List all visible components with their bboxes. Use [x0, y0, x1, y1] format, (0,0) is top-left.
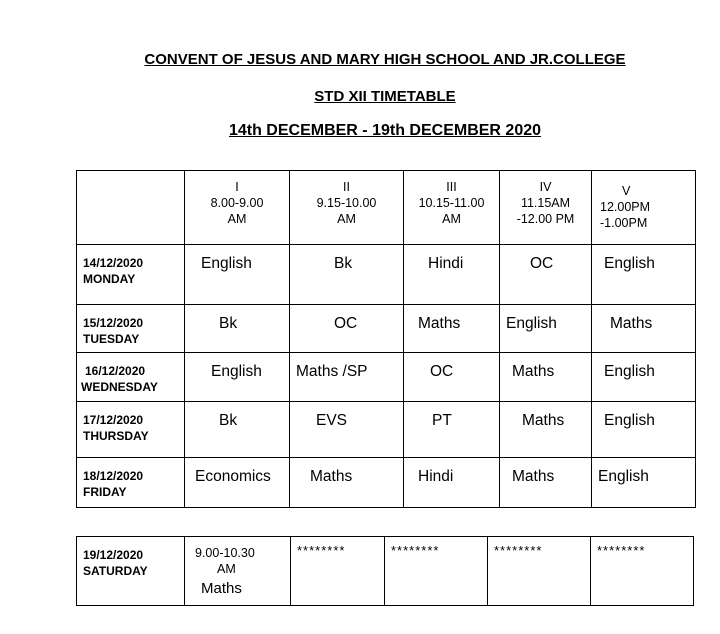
period-number: V: [622, 184, 631, 198]
period-header: [404, 171, 500, 245]
row-day: WEDNESDAY: [81, 380, 158, 394]
blank-cell: ********: [291, 537, 385, 606]
table-row: [77, 537, 694, 606]
subject-cell: Maths: [500, 402, 592, 458]
period-number: III: [446, 180, 457, 194]
date-cell: [77, 245, 185, 305]
subject-cell: Hindi: [404, 245, 500, 305]
subject-cell: Bk: [185, 305, 290, 353]
row-day: TUESDAY: [83, 332, 140, 346]
subject-cell: English: [592, 458, 696, 508]
period-time: 8.00-9.00: [210, 196, 264, 210]
period-time: 10.15-11.00: [418, 196, 485, 210]
row-day: SATURDAY: [83, 564, 148, 578]
row-day: FRIDAY: [83, 485, 127, 499]
row-date: 19/12/2020: [83, 548, 144, 562]
subject-cell: Maths: [500, 458, 592, 508]
exam-subject: Maths: [201, 580, 242, 597]
date-cell: [77, 402, 185, 458]
period-time: 9.15-10.00: [316, 196, 377, 210]
date-range: 14th DECEMBER - 19th DECEMBER 2020: [228, 122, 542, 139]
date-cell: [77, 353, 185, 402]
row-date: 16/12/2020: [85, 364, 146, 378]
school-name: CONVENT OF JESUS AND MARY HIGH SCHOOL AND JR.COLLEGE: [144, 51, 626, 68]
subject-cell: OC: [404, 353, 500, 402]
period-number: II: [343, 180, 350, 194]
blank-cell: ********: [591, 537, 694, 606]
saturday-exam-cell: [185, 537, 291, 606]
table-row: [77, 458, 696, 508]
subject-cell: Maths /SP: [290, 353, 404, 402]
saturday-table: [76, 536, 694, 606]
subject-cell: English: [592, 245, 696, 305]
period-header: [185, 171, 290, 245]
row-date: 15/12/2020: [83, 316, 144, 330]
subject-cell: Maths: [592, 305, 696, 353]
subject-cell: Maths: [500, 353, 592, 402]
table-row: [77, 353, 696, 402]
timetable-table: [76, 170, 696, 508]
period-time: -1.00PM: [600, 216, 648, 230]
table-row: [77, 402, 696, 458]
timetable-title: STD XII TIMETABLE: [314, 88, 456, 105]
period-number: I: [235, 180, 239, 194]
period-time: -12.00 PM: [516, 212, 575, 226]
subject-cell: English: [185, 353, 290, 402]
exam-time: 9.00-10.30: [195, 546, 255, 560]
subject-cell: Maths: [404, 305, 500, 353]
blank-cell: ********: [488, 537, 591, 606]
row-date: 17/12/2020: [83, 413, 144, 427]
row-date: 18/12/2020: [83, 469, 144, 483]
period-time: AM: [337, 212, 356, 226]
exam-time: AM: [217, 562, 236, 576]
period-header: [290, 171, 404, 245]
subject-cell: English: [185, 245, 290, 305]
period-header: [592, 171, 696, 245]
header-row: [77, 171, 696, 245]
date-cell: [77, 458, 185, 508]
row-day: MONDAY: [83, 272, 136, 286]
period-time: AM: [442, 212, 461, 226]
period-time: 12.00PM: [600, 200, 651, 214]
subject-cell: English: [592, 353, 696, 402]
date-cell: [77, 305, 185, 353]
period-time: 11.15AM: [520, 196, 571, 210]
blank-cell: ********: [385, 537, 488, 606]
subject-cell: Economics: [185, 458, 290, 508]
period-number: IV: [539, 180, 552, 194]
subject-cell: OC: [500, 245, 592, 305]
subject-cell: EVS: [290, 402, 404, 458]
subject-cell: Hindi: [404, 458, 500, 508]
subject-cell: PT: [404, 402, 500, 458]
subject-cell: OC: [290, 305, 404, 353]
row-date: 14/12/2020: [83, 256, 144, 270]
row-day: THURSDAY: [83, 429, 149, 443]
corner-cell: [77, 171, 185, 245]
table-row: [77, 245, 696, 305]
period-header: [500, 171, 592, 245]
subject-cell: English: [500, 305, 592, 353]
subject-cell: Bk: [185, 402, 290, 458]
subject-cell: Maths: [290, 458, 404, 508]
period-time: AM: [227, 212, 247, 226]
subject-cell: English: [592, 402, 696, 458]
table-row: [77, 305, 696, 353]
date-cell: [77, 537, 185, 606]
subject-cell: Bk: [290, 245, 404, 305]
